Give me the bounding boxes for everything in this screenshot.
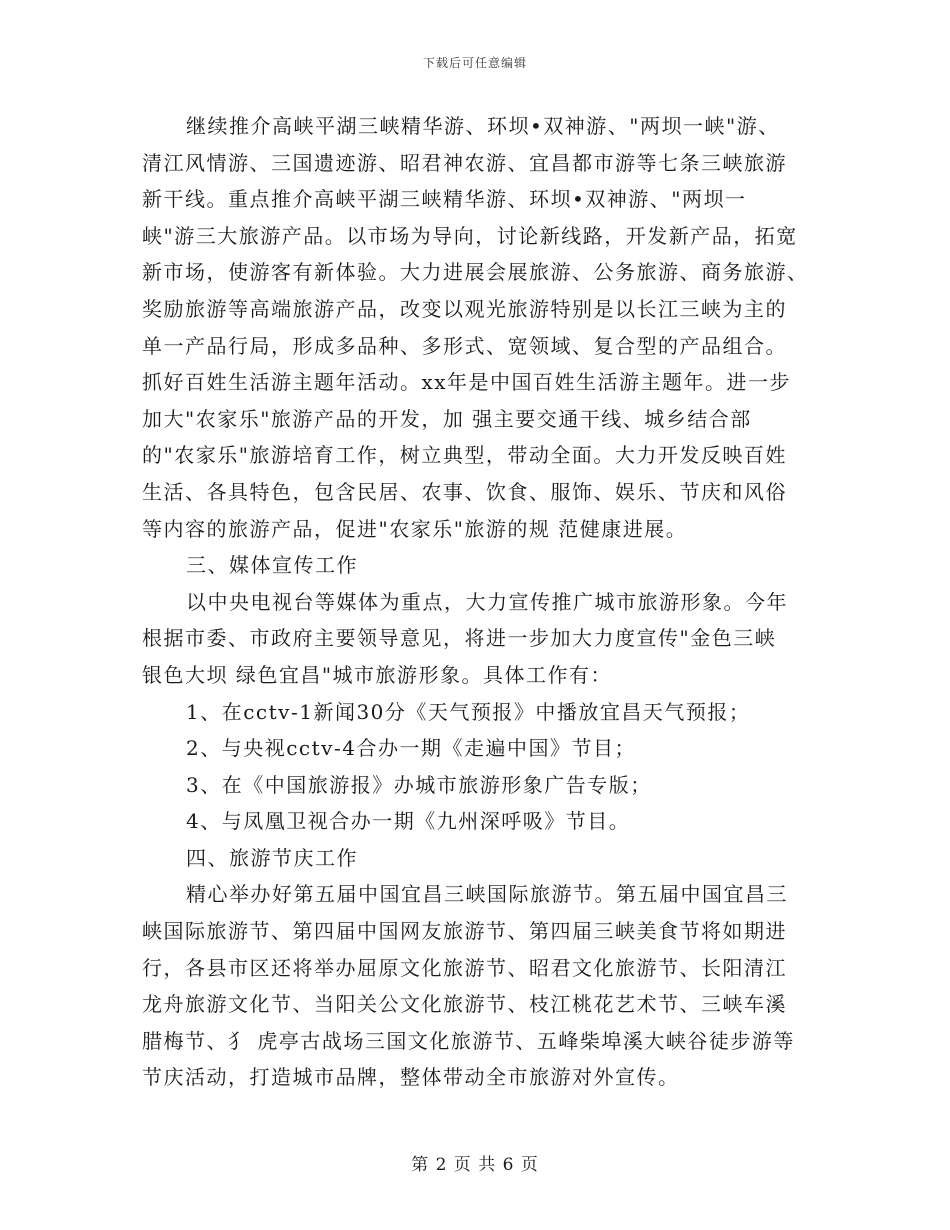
text-line: 3、在《中国旅游报》办城市旅游形象广告专版；	[186, 772, 652, 797]
page-number: 第 2 页 共 6 页	[411, 1155, 539, 1175]
text-line: 四、旅游节庆工作	[186, 845, 358, 870]
text-line: 龙舟旅游文化节、当阳关公文化旅游节、枝江桃花艺术节、三峡车溪	[142, 992, 787, 1017]
text-line: 以中央电视台等媒体为重点，大力宣传推广城市旅游形象。今年	[186, 589, 788, 614]
text-line: 奖励旅游等高端旅游产品，改变以观光旅游特别是以长江三峡为主的	[142, 296, 787, 321]
text-line: 清江风情游、三国遗迹游、昭君神农游、宜昌都市游等七条三峡旅游	[142, 150, 787, 175]
text-line: 精心举办好第五届中国宜昌三峡国际旅游节。第五届中国宜昌三	[186, 882, 788, 907]
text-line: 抓好百姓生活游主题年活动。xx年是中国百姓生活游主题年。进一步	[142, 370, 792, 395]
text-line: 三、媒体宣传工作	[186, 553, 358, 578]
text-line: 加大"农家乐"旅游产品的开发，加 强主要交通干线、城乡结合部	[142, 406, 752, 431]
text-line: 2、与央视cctv-4合办一期《走遍中国》节目；	[186, 736, 636, 761]
text-line: 1、在cctv-1新闻30分《天气预报》中播放宜昌天气预报；	[186, 699, 751, 724]
document-body	[142, 108, 812, 1096]
header-note: 下载后可任意编辑	[422, 56, 527, 70]
text-line: 等内容的旅游产品，促进"农家乐"旅游的规 范健康进展。	[142, 516, 688, 541]
text-line: 峡"游三大旅游产品。以市场为导向，讨论新线路，开发新产品，拓宽	[142, 223, 798, 248]
text-line: 的"农家乐"旅游培育工作，树立典型，带动全面。大力开发反映百姓	[142, 443, 787, 468]
text-line: 腊梅节、犭 虎亭古战场三国文化旅游节、五峰柴埠溪大峡谷徒步游等	[142, 1028, 795, 1053]
text-line: 继续推介高峡平湖三峡精华游、环坝•双神游、"两坝一峡"游、	[186, 114, 780, 138]
text-line: 单一产品行局，形成多品种、多形式、宽领域、复合型的产品组合。	[142, 333, 787, 358]
text-line: 峡国际旅游节、第四届中国网友旅游节、第四届三峡美食节将如期进	[142, 919, 787, 944]
text-line: 生活、各具特色，包含民居、农事、饮食、服饰、娱乐、节庆和风俗	[142, 479, 787, 504]
text-line: 新干线。重点推介高峡平湖三峡精华游、环坝•双神游、"两坝一	[142, 187, 747, 212]
text-line: 4、与凤凰卫视合办一期《九州深呼吸》节目。	[186, 809, 631, 834]
text-line: 银色大坝 绿色宜昌"城市旅游形象。具体工作有：	[142, 662, 613, 687]
text-line: 节庆活动，打造城市品牌，整体带动全市旅游对外宣传。	[142, 1065, 680, 1090]
text-line: 根据市委、市政府主要领导意见，将进一步加大力度宣传"金色三峡	[142, 626, 777, 651]
text-line: 行，各县市区还将举办屈原文化旅游节、昭君文化旅游节、长阳清江	[142, 955, 787, 980]
text-line: 新市场，使游客有新体验。大力进展会展旅游、公务旅游、商务旅游、	[142, 260, 809, 285]
